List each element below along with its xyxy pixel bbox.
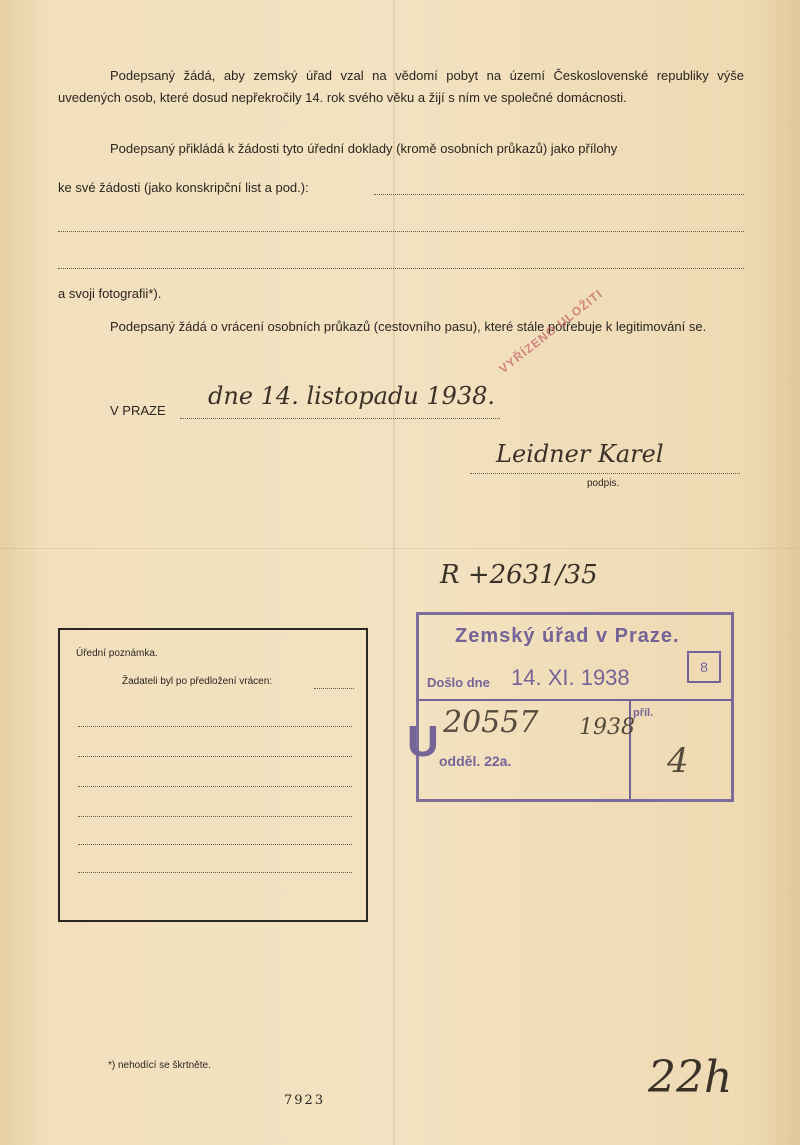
office-note-subtitle: Žadateli byl po předložení vrácen: bbox=[122, 676, 273, 687]
vertical-fold-line bbox=[393, 0, 395, 1145]
stamp-department: odděl. 22a. bbox=[439, 753, 512, 769]
stamp-box-number: 8 bbox=[687, 651, 721, 683]
office-note-line bbox=[78, 756, 352, 757]
office-note-line bbox=[78, 872, 352, 873]
photo-line: a svoji fotografii*). bbox=[58, 286, 162, 301]
office-note-line bbox=[78, 844, 352, 845]
stamp-received-label: Došlo dne bbox=[427, 675, 490, 690]
footnote: *) nehodící se škrtněte. bbox=[108, 1060, 211, 1071]
handwritten-reference: R +2631/35 bbox=[440, 560, 598, 590]
stamp-attachments-label: příl. bbox=[633, 707, 654, 719]
paragraph-stay-notice: Podepsaný žádá, aby zemský úřad vzal na vědomí pobyt na území Československé republiky výše uvedených osob, které dosud nepřekročily 14. rok svého věku a žijí s ním ve společné domácnosti. bbox=[58, 68, 744, 105]
office-note-box bbox=[58, 628, 368, 922]
red-stamp-filed: VYŘÍZENO ULOŽITI bbox=[496, 286, 606, 376]
stamp-handwritten-number: 20557 bbox=[443, 705, 539, 740]
signature-line bbox=[470, 473, 740, 474]
office-note-line-0 bbox=[314, 688, 354, 689]
paragraph-attachments: Podepsaný přikládá k žádosti tyto úřední doklady (kromě osobních průkazů) jako přílohy bbox=[110, 141, 618, 156]
office-note-line bbox=[78, 726, 352, 727]
office-note-line bbox=[78, 786, 352, 787]
paragraph-return-documents: Podepsaný žádá o vrácení osobních průkazů (cestovního pasu), které stále potřebuje k legitimování se. bbox=[110, 319, 707, 334]
stamp-handwritten-count: 4 bbox=[667, 741, 689, 781]
date-line bbox=[180, 418, 500, 419]
handwritten-signature: Leidner Karel bbox=[496, 440, 664, 468]
stamp-received-date: 14. XI. 1938 bbox=[511, 665, 630, 690]
attachments-line-1 bbox=[374, 194, 744, 195]
attachments-line-2 bbox=[58, 231, 744, 232]
attachments-label: ke své žádosti (jako konskripční list a pod.): bbox=[58, 180, 309, 195]
office-note-line bbox=[78, 816, 352, 817]
place-label: V PRAZE bbox=[110, 403, 166, 418]
attachments-line-3 bbox=[58, 268, 744, 269]
stamp-office-name: Zemský úřad v Praze. bbox=[455, 625, 680, 647]
registry-stamp bbox=[407, 612, 734, 802]
corner-handwritten-mark: 22h bbox=[648, 1052, 733, 1103]
horizontal-fold-line bbox=[0, 548, 800, 549]
stamp-divider-vertical bbox=[629, 699, 631, 799]
office-note-title: Úřední poznámka. bbox=[76, 648, 158, 659]
signature-label: podpis. bbox=[587, 478, 620, 489]
stamp-department-prefix: U bbox=[407, 717, 439, 766]
form-number: 7923 bbox=[284, 1093, 326, 1108]
stamp-divider bbox=[419, 699, 731, 701]
stamp-year: 1938 bbox=[579, 715, 635, 740]
handwritten-date: dne 14. listopadu 1938. bbox=[208, 382, 496, 410]
